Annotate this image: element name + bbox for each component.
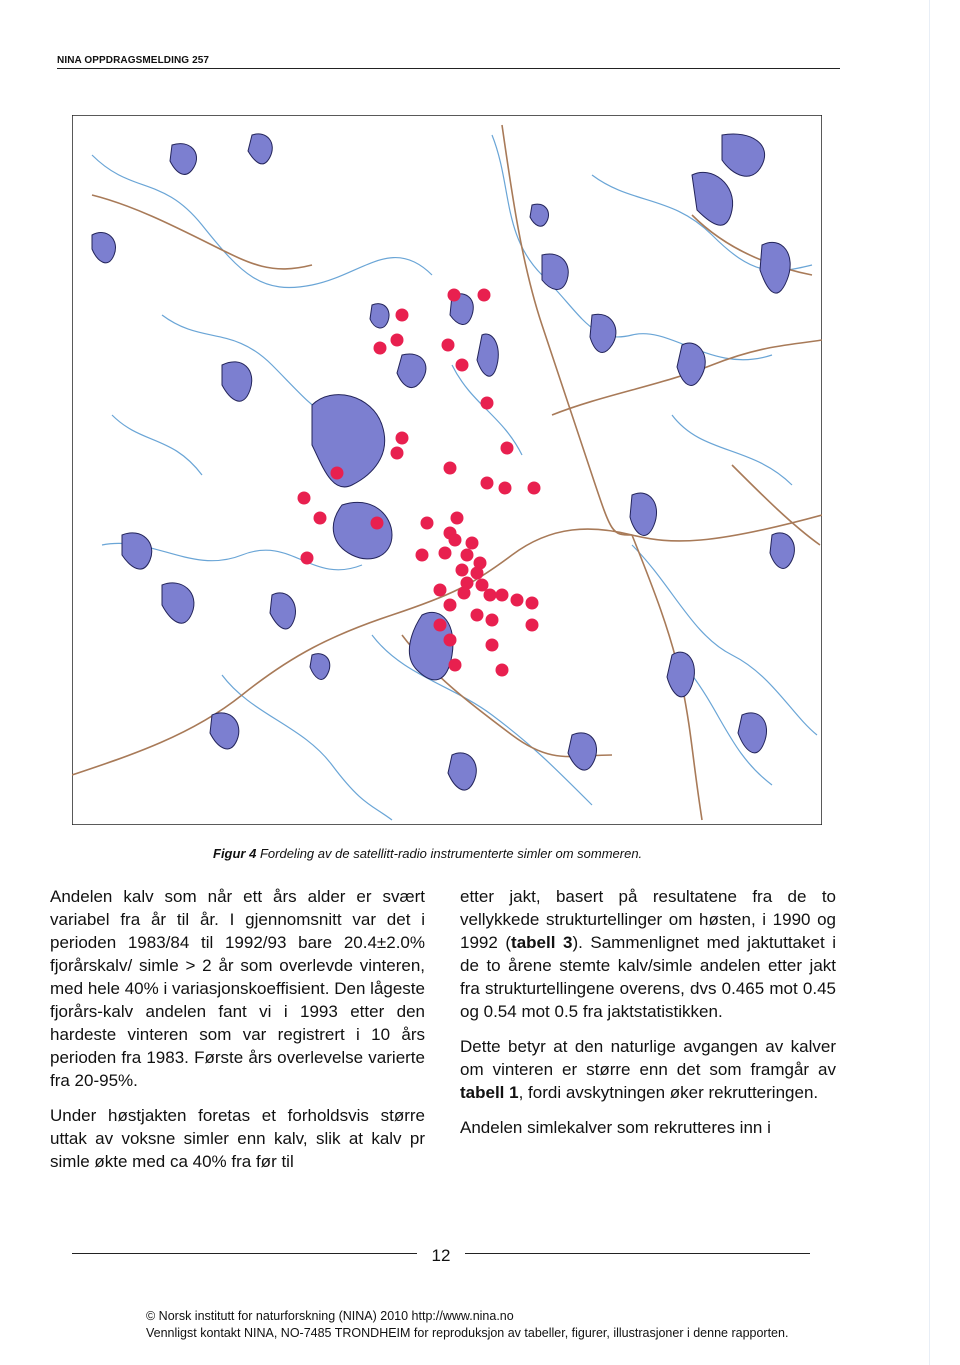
position-dot <box>511 594 524 607</box>
position-dot <box>526 597 539 610</box>
position-dot <box>391 447 404 460</box>
left-column <box>50 885 425 1185</box>
caption-text: Fordeling av de satellitt-radio instrumenterte simler om sommeren. <box>259 846 643 861</box>
position-dot <box>496 664 509 677</box>
position-dot <box>481 397 494 410</box>
position-dot <box>444 462 457 475</box>
position-dot <box>451 512 464 525</box>
right-paragraph-3: Andelen simlekalver som rekrutteres inn i <box>460 1118 771 1137</box>
position-dot <box>499 482 512 495</box>
page-number: 12 <box>431 1246 451 1265</box>
position-dot <box>484 589 497 602</box>
position-dot <box>314 512 327 525</box>
position-dot <box>449 659 462 672</box>
footer <box>146 1308 846 1342</box>
position-dot <box>449 534 462 547</box>
position-dot <box>396 309 409 322</box>
position-dot <box>478 289 491 302</box>
page-edge <box>929 0 930 1365</box>
running-header <box>57 55 840 69</box>
footer-contact: Vennligst kontakt NINA, NO-7485 TRONDHEIM for reproduksjon av tabeller, figurer, illustrasjoner i denne rapporten. <box>146 1326 789 1340</box>
position-dot <box>396 432 409 445</box>
right-paragraph-1 <box>460 885 836 1023</box>
table-reference-3[interactable]: tabell 3 <box>511 933 573 952</box>
position-dot <box>471 567 484 580</box>
distribution-map <box>72 115 822 825</box>
position-dot <box>434 584 447 597</box>
left-paragraph-1: Andelen kalv som når ett års alder er svært variabel fra år til år. I gjennomsnitt var det i perioden 1983/84 til 1992/93 bare 20.4±2.0% fjorårskalv/ simle > 2 år som overlevde vinteren, med hele 40% i variasjonskoeffisient. Den lågeste fjorårs-kalv andelen fant vi i 1993 etter den hardeste vinteren som var registrert i 10 års perioden fra 1983. Første års overlevelse varierte fra 20-95%. <box>50 887 425 1090</box>
position-dot <box>448 289 461 302</box>
position-dot <box>471 609 484 622</box>
position-dot <box>439 547 452 560</box>
right-paragraph-2 <box>460 1035 836 1104</box>
page-number-rule-right <box>465 1253 810 1254</box>
position-dot <box>416 549 429 562</box>
position-dot <box>331 467 344 480</box>
position-dot <box>444 634 457 647</box>
position-dot <box>501 442 514 455</box>
right-p2-text-a: Dette betyr at den naturlige avgangen av kalver om vinteren er større enn det som framgår av <box>460 1037 836 1079</box>
page-number-rule-left <box>72 1253 417 1254</box>
right-p1-text-b: ). Sammenlignet med jaktuttaket i de to årene stemte kalv/simle andelen etter jakt fra strukturtellingene overens, dvs 0.465 mot 0.45 og 0.54 mot 0.5 fra jaktstatistikken. <box>460 933 836 1021</box>
header-title: NINA OPPDRAGSMELDING 257 <box>57 55 210 66</box>
position-dot <box>458 587 471 600</box>
position-dot <box>371 517 384 530</box>
position-dot <box>442 339 455 352</box>
position-dot <box>466 537 479 550</box>
left-paragraph-2: Under høstjakten foretas et forholdsvis større uttak av voksne simler enn kalv, slik at kalv pr simle økte med ca 40% fra før til <box>50 1106 425 1171</box>
footer-copyright: © Norsk institutt for naturforskning (NINA) 2010 http://www.nina.no <box>146 1309 514 1323</box>
position-dot <box>421 517 434 530</box>
position-dot <box>528 482 541 495</box>
position-dot <box>456 359 469 372</box>
figure-caption <box>213 846 642 861</box>
map-svg <box>72 115 822 825</box>
table-reference-1[interactable]: tabell 1 <box>460 1083 519 1102</box>
position-dot <box>301 552 314 565</box>
position-dot <box>374 342 387 355</box>
position-dot <box>486 639 499 652</box>
right-p1-text-a: etter jakt, basert på resultatene fra de to vellykkede strukturtellinger om høsten, i 1990 og 1992 ( <box>460 887 836 952</box>
position-dot <box>526 619 539 632</box>
right-column <box>460 885 836 1151</box>
position-dot <box>481 477 494 490</box>
position-dot <box>444 599 457 612</box>
position-dot <box>496 589 509 602</box>
position-dot <box>486 614 499 627</box>
position-dot <box>456 564 469 577</box>
position-dot <box>298 492 311 505</box>
position-dot <box>434 619 447 632</box>
right-p2-text-b: , fordi avskytningen øker rekrutteringen. <box>518 1083 819 1102</box>
position-dot <box>461 549 474 562</box>
position-dot <box>391 334 404 347</box>
caption-label: Figur 4 <box>213 846 257 861</box>
